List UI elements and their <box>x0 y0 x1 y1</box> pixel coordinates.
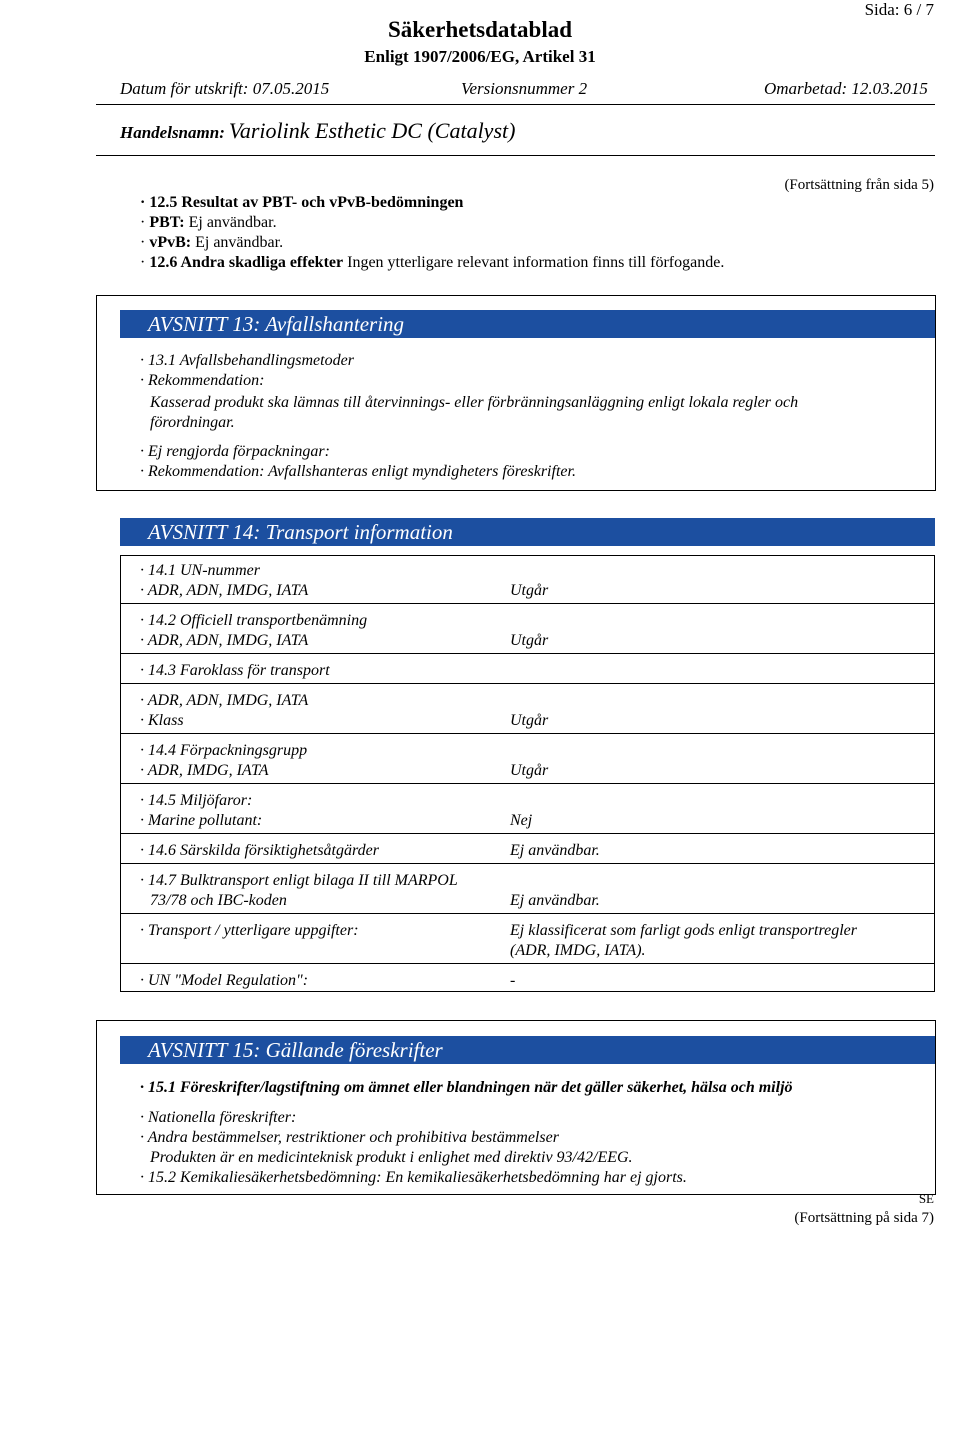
s14-5-marine-label: · Marine pollutant: <box>140 812 263 829</box>
document-title: Säkerhetsdatablad <box>387 17 573 42</box>
print-date: Datum för utskrift: 07.05.2015 <box>120 79 330 98</box>
continued-from-note: (Fortsättning från sida 5) <box>784 177 934 193</box>
s14-4-heading: · 14.4 Förpackningsgrupp <box>140 742 308 759</box>
language-code: SE <box>918 1191 934 1206</box>
s14-3-modes: · ADR, ADN, IMDG, IATA <box>140 692 309 709</box>
s14-divider <box>120 653 935 654</box>
s12-pbt: · PBT: Ej användbar. <box>140 214 277 231</box>
s14-divider <box>120 833 935 834</box>
s14-6-value: Ej användbar. <box>510 842 600 859</box>
section-15-title: AVSNITT 15: Gällande föreskrifter <box>120 1036 935 1064</box>
s15-other-regs: · Andra bestämmelser, restriktioner och prohibitiva bestämmelser <box>140 1129 559 1146</box>
trade-name-value: Variolink Esthetic DC (Catalyst) <box>228 118 516 143</box>
s12-vpvb: · vPvB: Ej användbar. <box>140 234 284 251</box>
revision-date: Omarbetad: 12.03.2015 <box>764 79 928 98</box>
s14-divider <box>120 863 935 864</box>
page-number: Sida: 6 / 7 <box>864 0 934 19</box>
s14-3-class-label: · Klass <box>140 712 184 729</box>
section-14-title: AVSNITT 14: Transport information <box>120 518 935 546</box>
continued-to-note: (Fortsättning på sida 7) <box>794 1210 934 1226</box>
section-13-title: AVSNITT 13: Avfallshantering <box>120 310 935 338</box>
s14-1-modes: · ADR, ADN, IMDG, IATA <box>140 582 309 599</box>
trade-name-divider <box>96 155 935 156</box>
s14-6-heading: · 14.6 Särskilda försiktighetsåtgärder <box>140 842 379 859</box>
s14-un-model-label: · UN "Model Regulation": <box>140 972 309 989</box>
s14-4-modes: · ADR, IMDG, IATA <box>140 762 269 779</box>
regulation-reference: Enligt 1907/2006/EG, Artikel 31 <box>364 47 596 66</box>
s14-1-heading: · 14.1 UN-nummer <box>140 562 260 579</box>
s14-7-heading-2: 73/78 och IBC-koden <box>150 892 287 909</box>
s12-5-heading: · 12.5 Resultat av PBT- och vPvB-bedömningen <box>140 194 464 211</box>
s14-1-value: Utgår <box>510 582 549 599</box>
s14-divider <box>120 603 935 604</box>
s14-3-class-value: Utgår <box>510 712 549 729</box>
s14-divider <box>120 683 935 684</box>
s14-7-value: Ej användbar. <box>510 892 600 909</box>
s14-3-heading: · 14.3 Faroklass för transport <box>140 662 330 679</box>
s13-packaging-recommendation: · Rekommendation: Avfallshanteras enligt myndigheters föreskrifter. <box>140 463 576 480</box>
s13-uncleaned-packaging: · Ej rengjorda förpackningar: <box>140 443 330 460</box>
s14-5-marine-value: Nej <box>510 812 533 829</box>
s15-1-heading: · 15.1 Föreskrifter/lagstiftning om ämnet eller blandningen när det gäller säkerhet, hälsa och miljö <box>140 1079 793 1096</box>
s14-divider <box>120 783 935 784</box>
s14-transport-label: · Transport / ytterligare uppgifter: <box>140 922 359 939</box>
s14-4-value: Utgår <box>510 762 549 779</box>
s15-medical-device-note: Produkten är en medicinteknisk produkt i enlighet med direktiv 93/42/EEG. <box>150 1149 633 1166</box>
s14-2-value: Utgår <box>510 632 549 649</box>
trade-name <box>120 118 515 144</box>
s13-recommendation-text-1: Kasserad produkt ska lämnas till återvinnings- eller förbränningsanläggning enligt lokala regler och <box>150 394 799 411</box>
trade-name-label: Handelsnamn: <box>120 123 225 142</box>
version-number: Versionsnummer 2 <box>461 79 588 98</box>
s14-divider <box>120 913 935 914</box>
header-divider <box>96 104 935 105</box>
s14-2-heading: · 14.2 Officiell transportbenämning <box>140 612 368 629</box>
s13-recommendation-label: · Rekommendation: <box>140 372 265 389</box>
s14-7-heading-1: · 14.7 Bulktransport enligt bilaga II till MARPOL <box>140 872 458 889</box>
s14-transport-value-2: (ADR, IMDG, IATA). <box>510 942 646 959</box>
s14-2-modes: · ADR, ADN, IMDG, IATA <box>140 632 309 649</box>
s15-2-assessment: · 15.2 Kemikaliesäkerhetsbedömning: En kemikaliesäkerhetsbedömning har ej gjorts. <box>140 1169 687 1186</box>
s12-6-other-effects: · 12.6 Andra skadliga effekter Ingen ytterligare relevant information finns till förfogande. <box>140 254 725 271</box>
s14-divider <box>120 733 935 734</box>
s14-divider <box>120 963 935 964</box>
s14-5-heading: · 14.5 Miljöfaror: <box>140 792 253 809</box>
s13-1-heading: · 13.1 Avfallsbehandlingsmetoder <box>140 352 354 369</box>
s15-national-regs: · Nationella föreskrifter: <box>140 1109 297 1126</box>
s14-un-model-value: - <box>510 972 516 989</box>
s14-transport-value-1: Ej klassificerat som farligt gods enligt transportregler <box>510 922 857 939</box>
s13-recommendation-text-2: förordningar. <box>150 414 235 431</box>
